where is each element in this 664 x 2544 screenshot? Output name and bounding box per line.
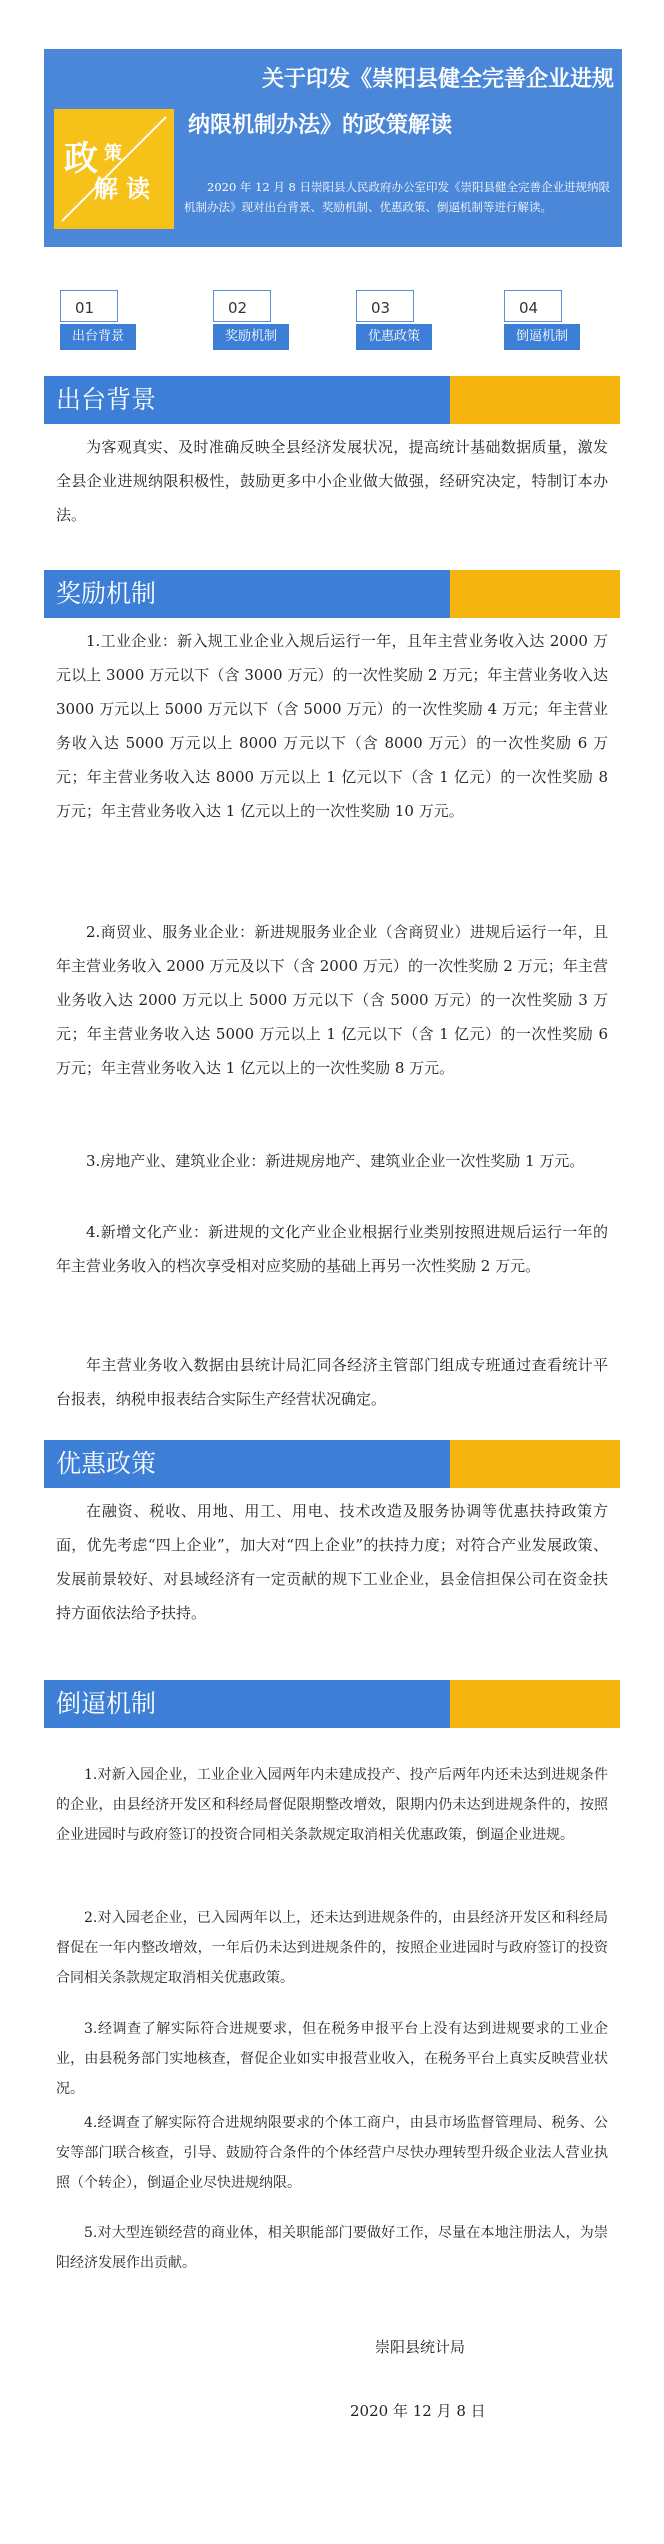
reward-paragraph-3: 3.房地产业、建筑业企业：新进规房地产、建筑业企业一次性奖励 1 万元。 xyxy=(86,1152,585,1170)
section-header-preferential xyxy=(44,1440,620,1488)
policy-interpretation-logo xyxy=(54,109,174,229)
logo-char-1: 政 xyxy=(64,139,98,179)
preferential-paragraph: 在融资、税收、用地、用工、用电、技术改造及服务协调等优惠扶持政策方面，优先考虑“四上企业”，加大对“四上企业”的扶持力度；对符合产业发展政策、发展前景较好、对县域经济有一定贡献的规下工业企业，县金信担保公司在资金扶持方面依法给予扶持。 xyxy=(56,1502,608,1622)
logo-char-2: 策 xyxy=(104,143,122,164)
section-header-forcing xyxy=(44,1680,620,1728)
forcing-paragraph-5: 5.对大型连锁经营的商业体，相关职能部门要做好工作，尽量在本地注册法人，为崇阳经济发展作出贡献。 xyxy=(56,2225,608,2271)
logo-char-4: 读 xyxy=(126,175,150,203)
tab-preferential[interactable]: 优惠政策 xyxy=(356,324,432,350)
logo-char-3: 解 xyxy=(94,175,118,203)
reward-paragraph-2: 2.商贸业、服务业企业：新进规服务业企业（含商贸业）进规后运行一年，且年主营业务收入 2000 万元及以下（含 2000 万元）的一次性奖励 2 万元；年主营业务收入达 2000 万元以上 5000 万元以下（含 5000 万元）的一次性奖励 3 万元；年主营业务收入达 5000 万元以上 1 亿元以下（含 1 亿元）的一次性奖励 6 万元；年主营业务收入达 1 亿元以上的一次性奖励 8 万元。 xyxy=(56,923,608,1077)
section-title: 倒逼机制 xyxy=(56,1689,157,1718)
page-title-line-1: 关于印发《崇阳县健全完善企业进规 xyxy=(261,67,614,92)
tab-number-04: 04 xyxy=(504,290,562,322)
section-header-reward xyxy=(44,570,620,618)
section-header-background xyxy=(44,376,620,424)
page-title xyxy=(184,57,614,149)
forcing-paragraph-1: 1.对新入园企业，工业企业入园两年内未建成投产、投产后两年内还未达到进规条件的企业，由县经济开发区和科经局督促限期整改增效，限期内仍未达到进规条件的，按照企业进园时与政府签订的投资合同相关条款规定取消相关优惠政策，倒逼企业进规。 xyxy=(56,1767,608,1843)
forcing-paragraph-4: 4.经调查了解实际符合进规纳限要求的个体工商户，由县市场监督管理局、税务、公安等部门联合核查，引导、鼓励符合条件的个体经营户尽快办理转型升级企业法人营业执照（个转企），倒逼企业尽快进规纳限。 xyxy=(56,2115,608,2191)
header-description: 2020 年 12 月 8 日崇阳县人民政府办公室印发《崇阳县健全完善企业进规纳限机制办法》现对出台背景、奖励机制、优惠政策、倒逼机制等进行解读。 xyxy=(184,180,610,214)
section-title: 奖励机制 xyxy=(56,579,157,608)
section-bar-gold xyxy=(450,376,620,424)
forcing-paragraph-2: 2.对入园老企业，已入园两年以上，还未达到进规条件的，由县经济开发区和科经局督促在一年内整改增效，一年后仍未达到进规条件的，按照企业进园时与政府签订的投资合同相关条款规定取消相关优惠政策。 xyxy=(56,1910,608,1986)
forcing-paragraph-3: 3.经调查了解实际符合进规要求，但在税务申报平台上没有达到进规要求的工业企业，由县税务部门实地核查，督促企业如实申报营业收入，在税务平台上真实反映营业状况。 xyxy=(56,2021,608,2097)
tab-background[interactable]: 出台背景 xyxy=(60,324,136,350)
signature-date: 2020 年 12 月 8 日 xyxy=(350,2402,486,2420)
section-title: 出台背景 xyxy=(56,385,157,414)
tab-number-03: 03 xyxy=(356,290,414,322)
section-bar-gold xyxy=(450,1440,620,1488)
reward-paragraph-5: 年主营业务收入数据由县统计局汇同各经济主管部门组成专班通过查看统计平台报表，纳税申报表结合实际生产经营状况确定。 xyxy=(56,1356,608,1408)
tab-number-01: 01 xyxy=(60,290,118,322)
section-bar-gold xyxy=(450,1680,620,1728)
tab-reward[interactable]: 奖励机制 xyxy=(213,324,289,350)
background-paragraph: 为客观真实、及时准确反映全县经济发展状况，提高统计基础数据质量，激发全县企业进规纳限积极性，鼓励更多中小企业做大做强，经研究决定，特制订本办法。 xyxy=(56,438,608,524)
signature-org: 崇阳县统计局 xyxy=(375,2338,466,2356)
header-banner xyxy=(44,49,622,247)
reward-paragraph-4: 4.新增文化产业：新进规的文化产业企业根据行业类别按照进规后运行一年的年主营业务收入的档次享受相对应奖励的基础上再另一次性奖励 2 万元。 xyxy=(56,1223,608,1275)
reward-paragraph-1: 1.工业企业：新入规工业企业入规后运行一年，且年主营业务收入达 2000 万元以上 3000 万元以下（含 3000 万元）的一次性奖励 2 万元；年主营业务收入达 3000 万元以上 5000 万元以下（含 5000 万元）的一次性奖励 4 万元；年主营业务收入达 5000 万元以上 8000 万元以下（含 8000 万元）的一次性奖励 6 万元；年主营业务收入达 8000 万元以上 1 亿元以下（含 1 亿元）的一次性奖励 8 万元；年主营业务收入达 1 亿元以上的一次性奖励 10 万元。 xyxy=(56,632,608,820)
page-title-line-2: 纳限机制办法》的政策解读 xyxy=(188,113,453,138)
section-bar-gold xyxy=(450,570,620,618)
section-title: 优惠政策 xyxy=(56,1449,157,1478)
tab-number-02: 02 xyxy=(213,290,271,322)
tab-forcing[interactable]: 倒逼机制 xyxy=(504,324,580,350)
